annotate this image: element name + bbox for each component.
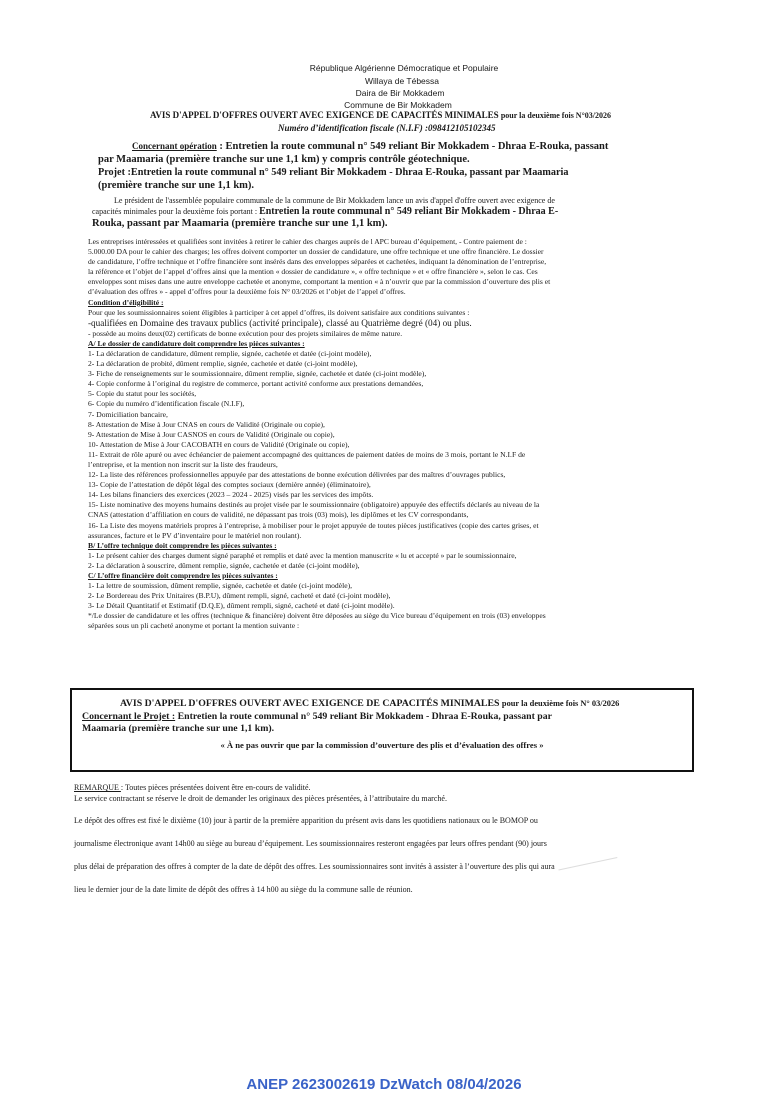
section-a-item: 11- Extrait de rôle apuré ou avec échéancier de paiement accompagné des quittances de paiement datées de moins de 3 mois, portant le N.I.F de [88,449,526,459]
header-daira: Daira de Bir Mokkadem [355,88,445,98]
projet-line1: Projet :Entretien la route communal n° 549 reliant Bir Mokkadem - Dhraa E-Rouka, passant par Maamaria [98,167,569,178]
intro-line1: Le président de l'assemblée populaire communale de la commune de Bir Mokkadem lance un avis d'appel d'offre ouvert avec exigence de [114,196,555,205]
section-a-item: assurances, facture et le PV d’inventaire pour le matériel non roulant). [88,530,302,540]
box-title: AVIS D'APPEL D'OFFRES OUVERT AVEC EXIGENCE DE CAPACITÉS MINIMALES [120,698,500,709]
depot-line2: journalisme électronique avant 14h00 au siège au bureau d’équipement. Les soumissionnaires resteront engagées par leurs offres pendant (90) jours [74,839,547,848]
section-a-item: 13- Copie de l’attestation de dépôt légal des comptes sociaux (dernière année) (éliminatoire), [88,480,371,490]
section-a-item: 4- Copie conforme à l’original du registre de commerce, portant activité conforme aux prestations demandées, [88,379,424,389]
section-a-item: 5- Copie du statut pour les sociétés, [88,389,197,399]
remarque-label: REMARQUE [74,783,121,792]
depot-line1: Le dépôt des offres est fixé le dixième (10) jour à partir de la première apparition du présent avis dans les quotidiens nationaux ou le BOMOP ou [74,816,538,825]
body-line: de candidature, l’offre technique et l’offre financière sont insérés dans des enveloppes séparées et cachetées, indiquant la dénomination de l’entreprise, [88,257,547,267]
condition-title: Condition d’éligibilité : [88,297,164,307]
envelope-mention-box [70,688,694,772]
intro-line2a: capacités minimales pour la deuxième fois portant : [92,207,260,216]
header-wilaya: Willaya de Tébessa [364,76,440,86]
box-projet-label: Concernant le Projet : [82,710,176,722]
nif-line: Numéro d’identification fiscale (N.I.F) :098412105102345 [278,123,496,133]
section-a-item: 14- Les bilans financiers des exercices (2023 – 2024 - 2025) visés par les services des impôts. [88,490,374,500]
section-a-item: 3- Fiche de renseignements sur le soumissionnaire, dûment remplie, signée, cachetée et datée (ci-joint modèle), [88,369,427,379]
depot-line3: plus délai de préparation des offres à compter de la date de dépôt des offres. Les soumissionnaires sont invités à assister à l’ouverture des plis qui aura [74,862,555,871]
section-a-item: 12- La liste des références professionnelles appuyée par des attestations de bonne exécution délivrées par des maîtres d’ouvrages publics, [88,470,506,480]
section-a-item: 15- Liste nominative des moyens humains destinés au projet visée par le soumissionnaire (obligatoire) appuyée des effectifs déclarés au niveau de la [88,500,540,510]
section-a-item: 8- Attestation de Mise à Jour CNAS en cours de Validité (Originale ou copie), [88,419,325,429]
condition-line: Pour que les soumissionnaires soient éligibles à participer à cet appel d’offres, ils doivent satisfaire aux conditions suivantes : [88,307,470,317]
condition-line: -qualifiées en Domaine des travaux publics (activité principale), classé au Quatrième degré (04) ou plus. [88,317,472,328]
avis-title [150,110,768,120]
remarque-line1: : Toutes pièces présentées doivent être en-cours de validité. [120,783,311,792]
operation-label: Concernant opération [132,141,217,151]
section-a-item: CNAS (attestation d’affiliation en cours de validité, ne dépassant pas trois (03) mois), les diplômes et les CV correspondants, [88,510,469,520]
remarque-line2: Le service contractant se réserve le droit de demander les originaux des pièces présentées, à l’attributaire du marché. [74,794,447,803]
operation-block [98,140,738,192]
section-c-item: 3- Le Détail Quantitatif et Estimatif (D.Q.E), dûment rempli, signé, cacheté et daté (ci-joint modèle). [88,601,395,611]
body-line: d’évaluation des offres » - appel d’offres pour la deuxième fois N° 03/2026 et l’objet de l’appel d’offres. [88,287,406,297]
section-a-item: l’entreprise, et la mention non inscrit sur la liste des fraudeurs, [88,459,278,469]
intro-line3: Rouka, passant par Maamaria (première tranche sur une 1,1 km). [92,218,388,229]
box-mention: « À ne pas ouvrir que par la commission d’ouverture des plis et d’évaluation des offres » [220,739,544,750]
avis-title-suffix: pour la deuxième fois N°03/2026 [500,111,612,120]
avis-title-text: AVIS D'APPEL D'OFFRES OUVERT AVEC EXIGENCE DE CAPACITÉS MINIMALES [150,110,499,120]
section-a-title: A/ Le dossier de candidature doit comprendre les pièces suivantes : [88,338,305,348]
section-a-item: 10- Attestation de Mise à Jour CACOBATH en cours de Validité (Originale ou copie), [88,439,350,449]
operation-line1: : Entretien la route communal n° 549 reliant Bir Mokkadem - Dhraa E-Rouka, passant [216,141,609,152]
projet-line2: (première tranche sur une 1,1 km). [98,180,255,191]
operation-line2: par Maamaria (première tranche sur une 1,1 km) y compris contrôle géotechnique. [98,154,470,165]
body-line: 5.000.00 DA pour le cahier des charges; les offres doivent comporter un dossier de candidature, une offre technique et une offre financière. Le dossier [88,247,544,257]
box-projet-text2: Maamaria (première tranche sur une 1,1 km). [82,723,275,734]
section-a-item: 6- Copie du numéro d’identification fiscale (N.I.F), [88,399,245,409]
section-c-item: 2- Le Bordereau des Prix Unitaires (B.P.U), dûment rempli, signé, cacheté et daté (ci-joint modèle), [88,591,391,601]
intro-line2b: Entretien la route communal n° 549 reliant Bir Mokkadem - Dhraa E- [259,206,559,217]
section-a-item: 9- Attestation de Mise à Jour CASNOS en cours de Validité (Originale ou copie), [88,429,335,439]
footer-reference: ANEP 2623002619 DzWatch 08/04/2026 [246,1076,522,1093]
box-projet-text: Entretien la route communal n° 549 reliant Bir Mokkadem - Dhraa E-Rouka, passant par [175,710,552,722]
section-b-item: 2- La déclaration à souscrire, dûment remplie, signée, cachetée et datée (ci-joint modèle), [88,560,360,570]
section-c-item: séparées sous un pli cacheté anonyme et portant la mention suivante : [88,621,300,631]
section-b-item: 1- Le présent cahier des charges dument signé paraphé et remplis et daté avec la mention manuscrite « lu et accepté » par le soumissionnaire, [88,550,517,560]
body-line: Les entreprises intéressées et qualifiées sont invitées à retirer le cahier des charges auprès de l APC bureau d’équipement, - Contre paiement de : [88,237,527,246]
section-c-item: */Le dossier de candidature et les offres (technique & financière) doivent être déposées au siège du Vice bureau d’équipement en trois (03) enveloppes [88,611,546,621]
header-commune: Commune de Bir Mokkadem [344,100,452,110]
section-a-item: 1- La déclaration de candidature, dûment remplie, signée, cachetée et datée (ci-joint modèle), [88,348,372,358]
section-a-item: 16- La Liste des moyens matériels propres à l’entreprise, à mobiliser pour le projet appuyée de toutes pièces justificatives (copie des cartes grises, et [88,520,539,530]
section-b-title: B/ L’offre technique doit comprendre les pièces suivantes : [88,540,277,550]
section-c-item: 1- La lettre de soumission, dûment remplie, signée, cachetée et datée (ci-joint modèle), [88,581,352,591]
intro-block [92,195,732,230]
box-content [82,698,682,751]
depot-line4: lieu le dernier jour de la date limite de dépôt des offres à 14 h00 au siège du la commune salle de réunion. [74,885,413,894]
body-paragraph [88,237,700,632]
section-c-title: C/ L’offre financière doit comprendre les pièces suivantes : [88,571,278,580]
body-line: la référence et l’objet de l’appel d’offres ainsi que la mention « dossier de candidature », « offre technique » et « offre financière », selon le cas. Ces [88,267,538,277]
section-a-item: 2- La déclaration de probité, dûment remplie, signée, cachetée et datée (ci-joint modèle), [88,359,358,369]
condition-line: - possède au moins deux(02) certificats de bonne exécution pour des projets similaires de même nature. [88,328,403,338]
body-line: enveloppes sont mises dans une autre enveloppe cachetée et anonyme, comportant la mention « à n’ouvrir que par la commission d’ouverture des plis et [88,277,551,287]
box-title-suffix: pour la deuxième fois N° 03/2026 [501,699,620,708]
remarque-block [74,782,694,906]
header-republic: République Algérienne Démocratique et Populaire [309,63,499,73]
section-a-item: 7- Domiciliation bancaire, [88,409,168,419]
